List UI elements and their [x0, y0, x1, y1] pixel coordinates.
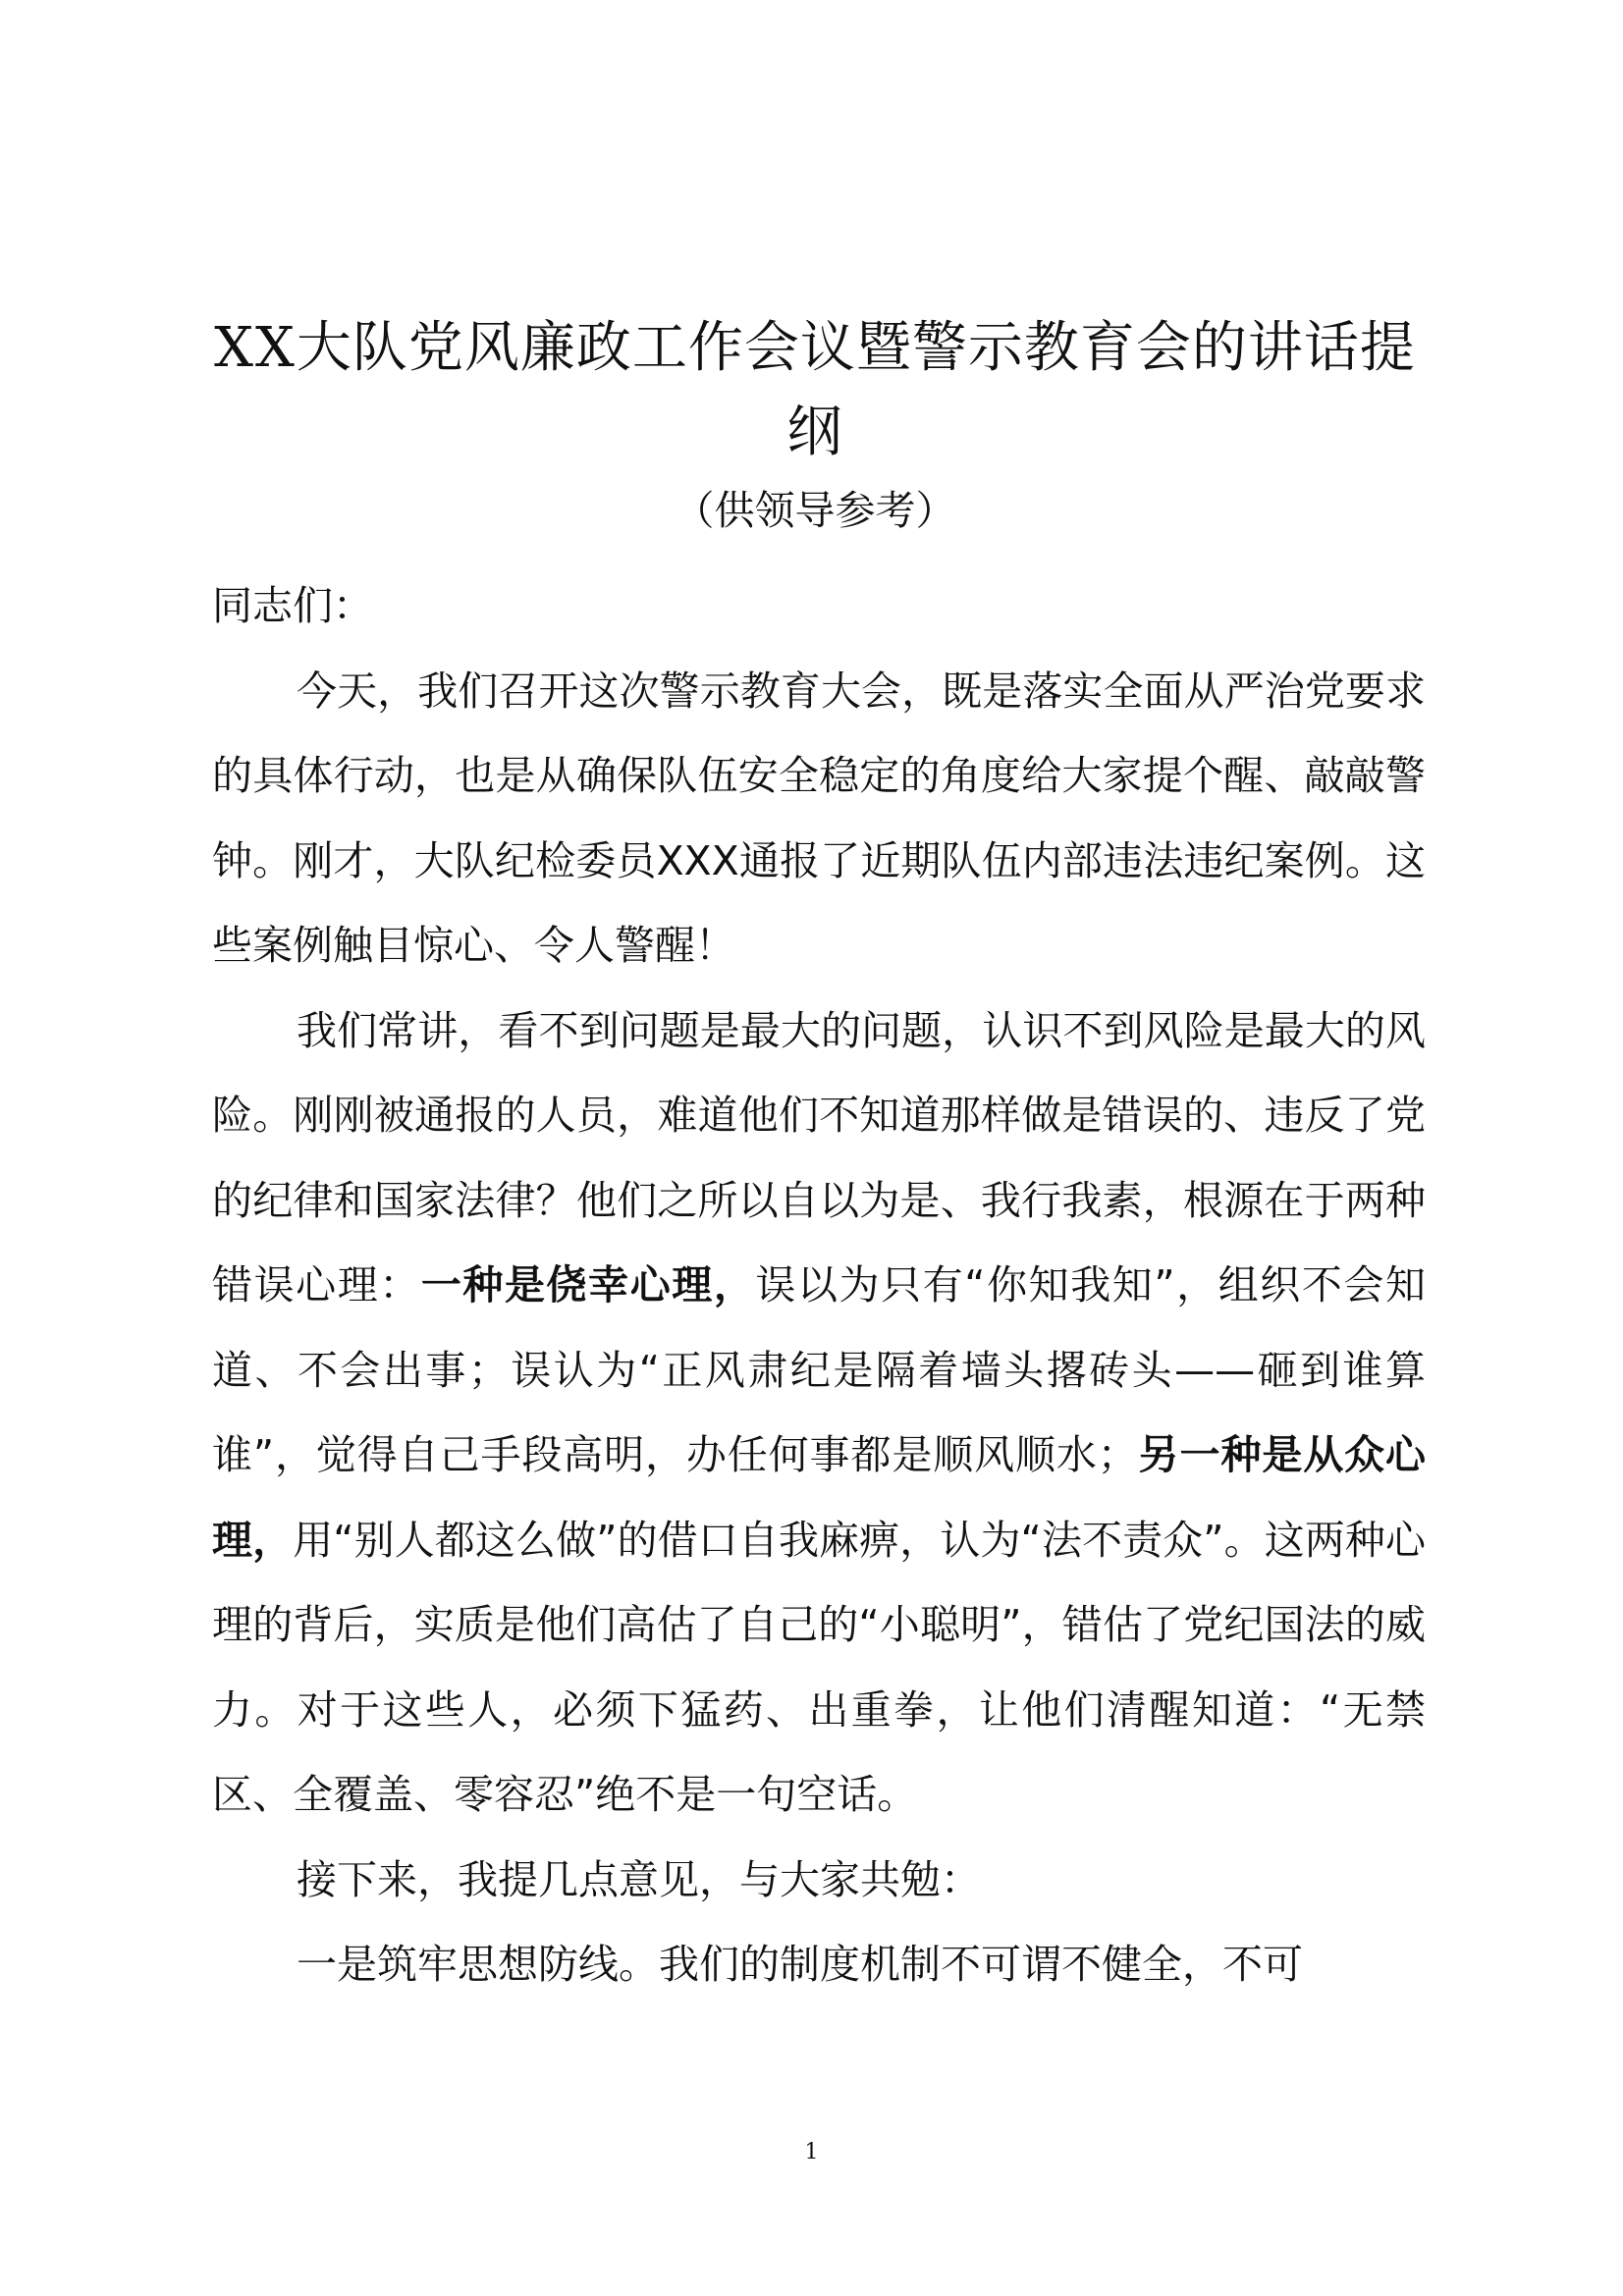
- bold-phrase-conformity: 另一种是从众心理，: [212, 1431, 1426, 1564]
- bold-phrase-luck: 一种是侥幸心理，: [420, 1261, 756, 1308]
- document-subtitle: （供领导参考）: [674, 487, 956, 534]
- paragraph-transition: 接下来，我提几点意见，与大家共勉：: [297, 1855, 981, 1903]
- page-number: 1: [804, 2140, 819, 2164]
- salutation: 同志们：: [212, 582, 373, 629]
- paragraph-text: 误以为只有“你知我知”，组织不会知道、不会出事；误认为“正风肃纪是隔着墙头撂砖头——砸到谁算谁”，觉得自己手段高明，办任何事都是顺风顺水；: [212, 1261, 1427, 1478]
- title-lead: XX: [214, 316, 297, 380]
- paragraph-psychology: [212, 988, 1426, 1838]
- title-rest: 大队党风廉政工作会议暨警示教育会的讲话提纲: [296, 316, 1416, 464]
- paragraph-point-one: 一是筑牢思想防线。我们的制度机制不可谓不健全，不可: [297, 1941, 1303, 1988]
- document-title: [196, 306, 1434, 475]
- paragraph-text: 用“别人都这么做”的借口自我麻痹，认为“法不责众”。这两种心理的背后，实质是他们高估了自己的“小聪明”，错估了党纪国法的威力。对于这些人，必须下猛药、出重拳，让他们清醒知道：“无禁区、全覆盖、零容忍”绝不是一句空话。: [212, 1516, 1426, 1818]
- paragraph-text: 我们常讲，看不到问题是最大的问题，认识不到风险是最大的风险。刚刚被通报的人员，难道他们不知道那样做是错误的、违反了党的纪律和国家法律？他们之所以自以为是、我行我素，根源在于两种错误心理：: [212, 1006, 1426, 1308]
- paragraph-opening: 今天，我们召开这次警示教育大会，既是落实全面从严治党要求的具体行动，也是从确保队伍安全稳定的角度给大家提个醒、敲敲警钟。刚才，大队纪检委员XXX通报了近期队伍内部违法违纪案例。这些案例触目惊心、令人警醒！: [212, 667, 1426, 969]
- document-body: [212, 563, 1426, 2007]
